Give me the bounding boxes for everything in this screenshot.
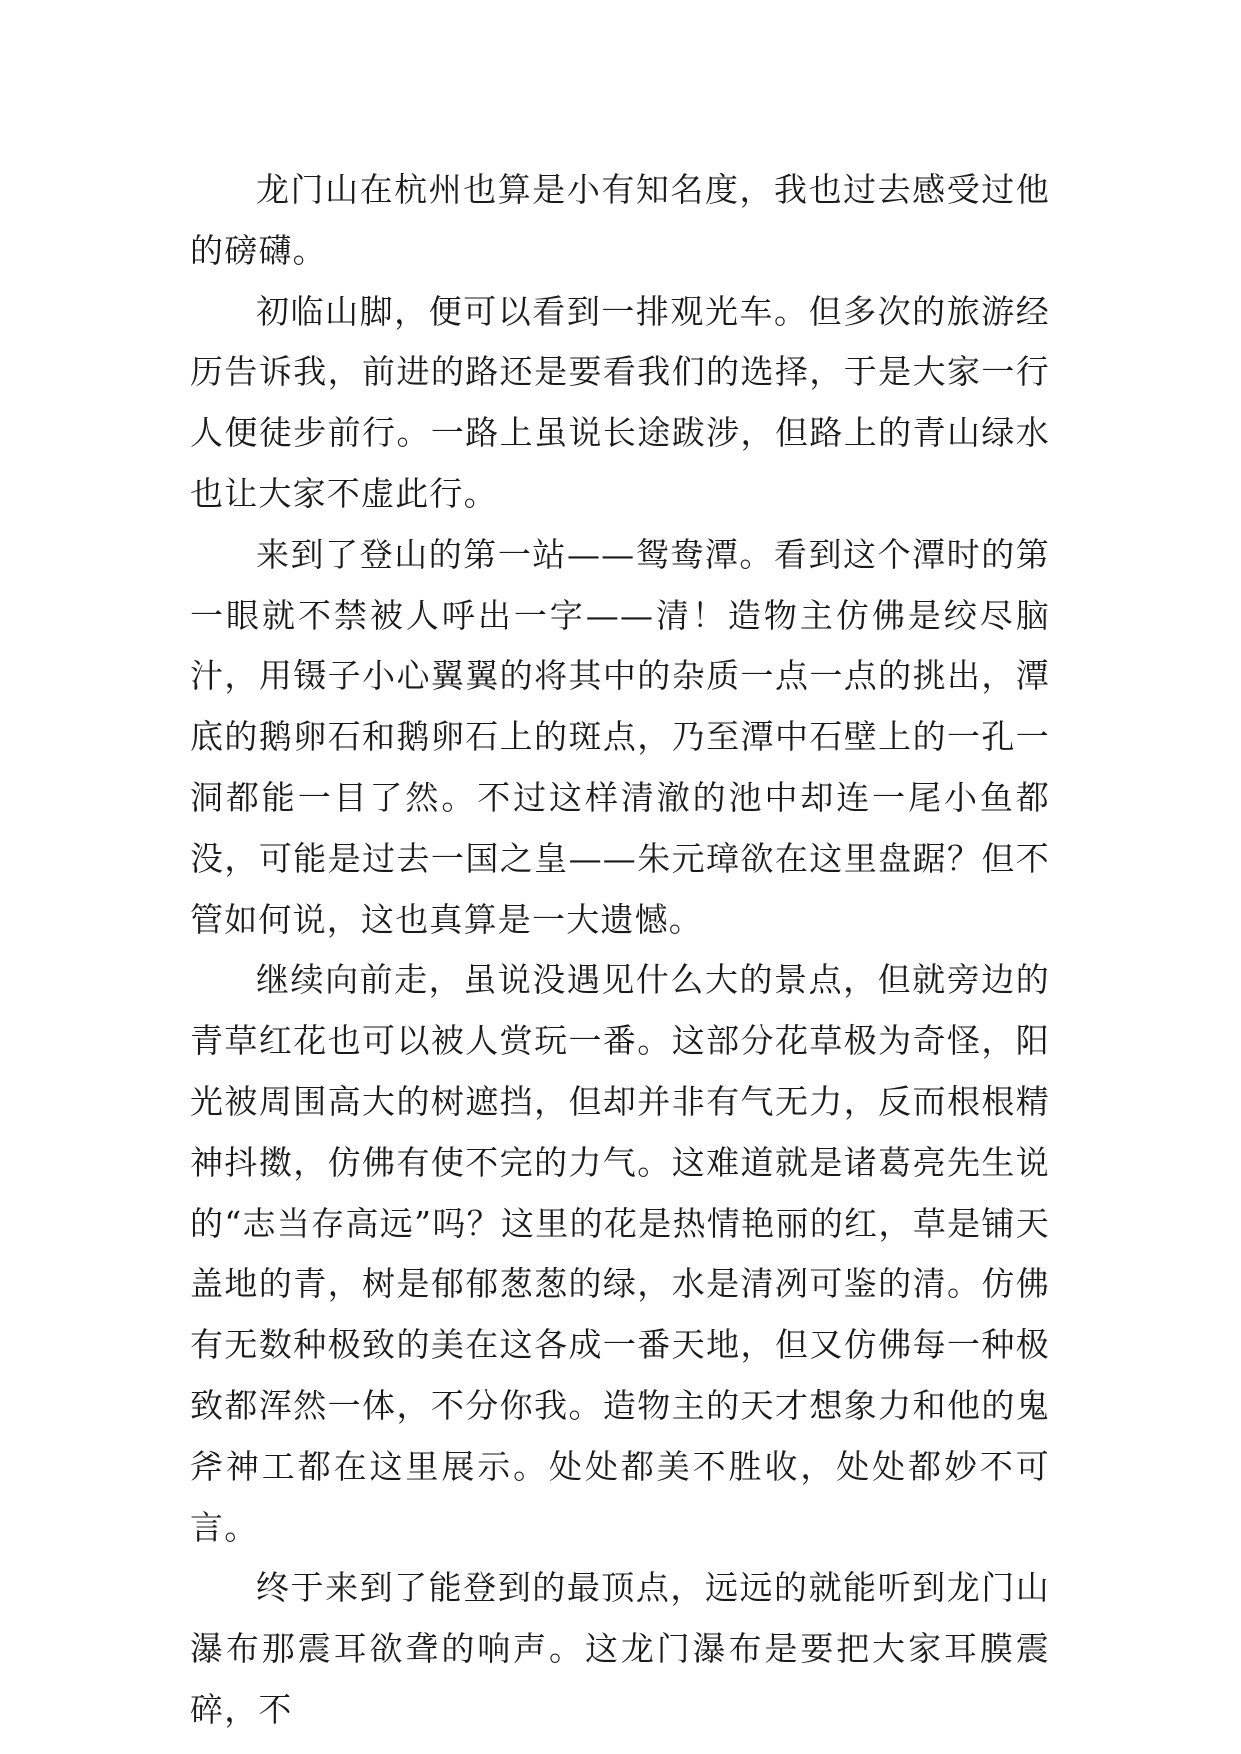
paragraph-1: 龙门山在杭州也算是小有知名度，我也过去感受过他的磅礴。 <box>190 170 1050 270</box>
article-body <box>190 160 1050 1741</box>
paragraph-4: 继续向前走，虽说没遇见什么大的景点，但就旁边的青草红花也可以被人赏玩一番。这部分花草极为奇怪，阳光被周围高大的树遮挡，但却并非有气无力，反而根根精神抖擞，仿佛有使不完的力气。这难道就是诸葛亮先生说的“志当存高远”吗？这里的花是热情艳丽的红，草是铺天盖地的青，树是郁郁葱葱的绿，水是清冽可鉴的清。仿佛有无数种极致的美在这各成一番天地，但又仿佛每一种极致都浑然一体，不分你我。造物主的天才想象力和他的鬼斧神工都在这里展示。处处都美不胜收，处处都妙不可言。 <box>190 960 1050 1547</box>
paragraph-5: 终于来到了能登到的最顶点，远远的就能听到龙门山瀑布那震耳欲聋的响声。这龙门瀑布是要把大家耳膜震碎，不 <box>190 1568 1050 1729</box>
paragraph-3: 来到了登山的第一站——鸳鸯潭。看到这个潭时的第一眼就不禁被人呼出一字——清！造物主仿佛是绞尽脑汁，用镊子小心翼翼的将其中的杂质一点一点的挑出，潭底的鹅卵石和鹅卵石上的斑点，乃至潭中石壁上的一孔一洞都能一目了然。不过这样清澈的池中却连一尾小鱼都没，可能是过去一国之皇——朱元璋欲在这里盘踞？但不管如何说，这也真算是一大遗憾。 <box>190 534 1050 939</box>
paragraph-2: 初临山脚，便可以看到一排观光车。但多次的旅游经历告诉我，前进的路还是要看我们的选择，于是大家一行人便徒步前行。一路上虽说长途跋涉，但路上的青山绿水也让大家不虚此行。 <box>190 291 1050 513</box>
